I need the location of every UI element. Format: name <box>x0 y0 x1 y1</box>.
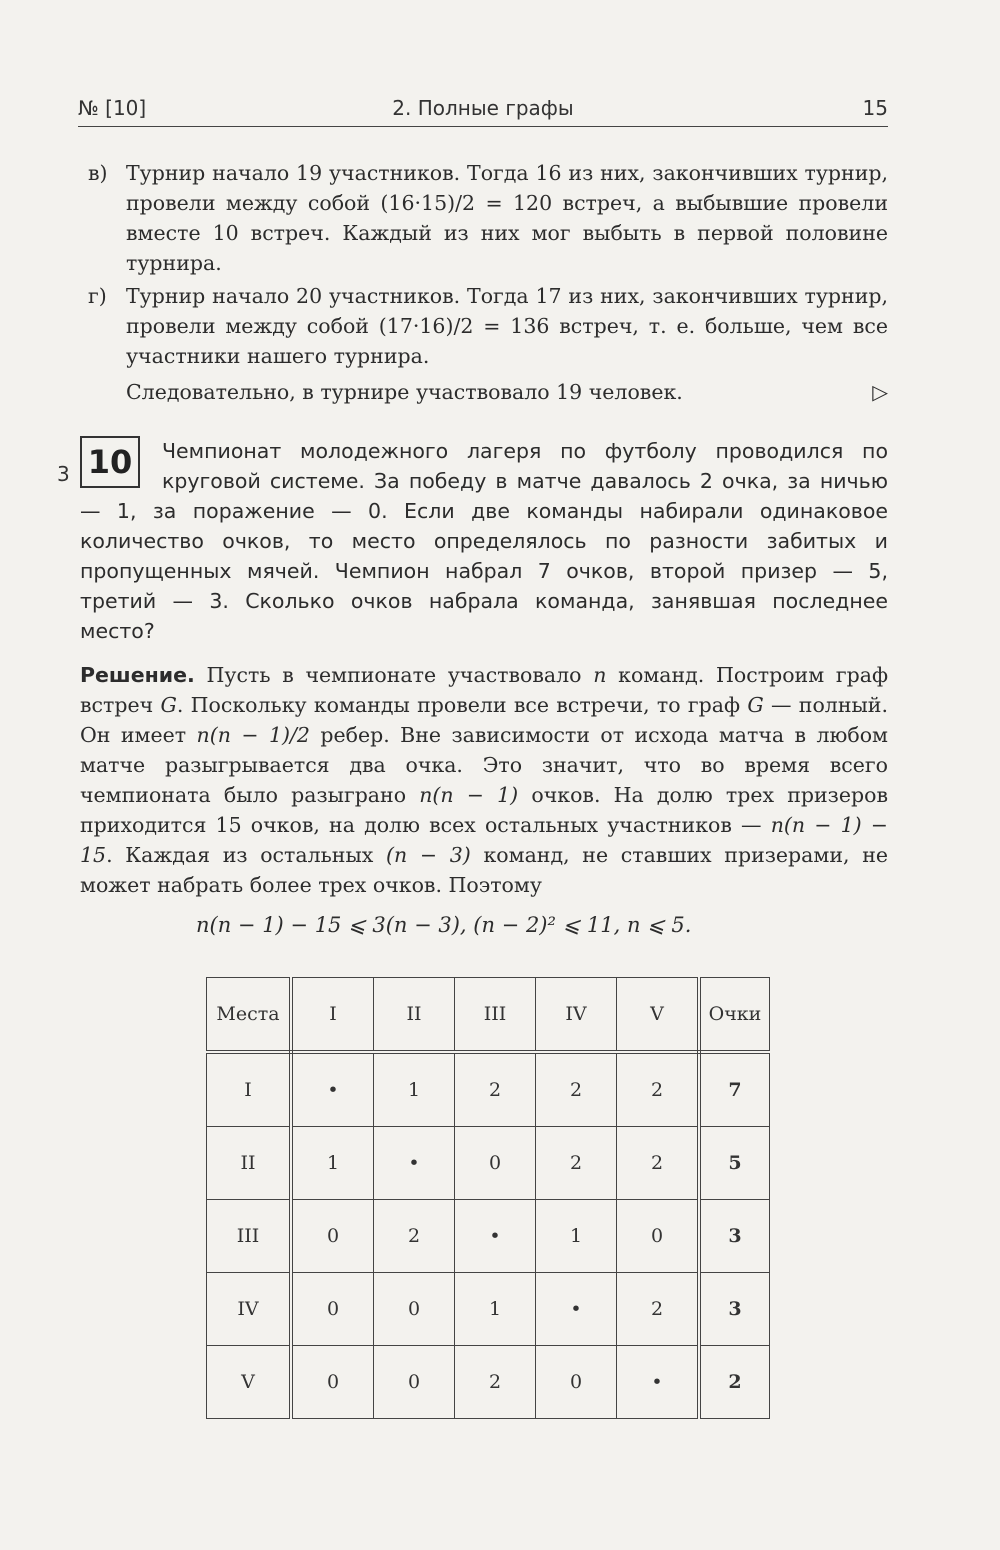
solution-text: очков. На долю трех призеров приходится 15 очков, на долю всех остальных участников — <box>80 783 888 837</box>
table-cell: IV <box>207 1273 292 1346</box>
problem-text: Чемпионат молодежного лагеря по футболу проводился по круговой системе. За победу в матче давалось 2 очка, за ничью — 1, за поражение — 0. Если две команды набирали одинаковое количество очков, то место определялось по разности забитых и пропущенных мячей. Чемпион набрал 7 очков, второй призер — 5, третий — 3. Сколько очков набрала команда, занявшая последнее место? <box>80 439 888 643</box>
header-cell: Места <box>207 978 292 1053</box>
points-cell: 7 <box>699 1052 770 1127</box>
points-cell: 5 <box>699 1127 770 1200</box>
display-formula <box>196 910 896 940</box>
math-expr: (n − 3) <box>386 843 471 867</box>
table-cell: III <box>207 1200 292 1273</box>
math-var: n <box>593 663 607 687</box>
table-cell: 2 <box>617 1127 700 1200</box>
table-cell: 2 <box>617 1273 700 1346</box>
case-label: г) <box>88 284 107 308</box>
case-item-v <box>88 158 888 278</box>
points-cell: 3 <box>699 1200 770 1273</box>
header-page-number: 15 <box>862 96 888 120</box>
table-cell: V <box>207 1346 292 1419</box>
table-cell: 2 <box>536 1127 617 1200</box>
solution-text: команд. Построим граф встреч <box>80 663 888 717</box>
table-cell: 0 <box>536 1346 617 1419</box>
table-header-row <box>207 978 770 1053</box>
solution-text: ребер. Вне зависимости от исхода матча в любом матче разыгрывается два очка. Это значит, что во время всего чемпионата было разыграно <box>80 723 888 807</box>
table-cell: 2 <box>455 1346 536 1419</box>
table-cell: 2 <box>374 1200 455 1273</box>
case-text: Турнир начало 20 участников. Тогда 17 из них, закончивших турнир, провели между собой (17·16)/2 = 136 встреч, т. е. больше, чем все участники нашего турнира. <box>126 284 888 368</box>
header-cell: III <box>455 978 536 1053</box>
table-row <box>207 1127 770 1200</box>
table-row <box>207 1346 770 1419</box>
table-cell: 0 <box>374 1273 455 1346</box>
math-expr: n(n − 1)/2 <box>196 723 310 747</box>
table-cell: 2 <box>617 1052 700 1127</box>
table-cell: 0 <box>455 1127 536 1200</box>
solution-text: . Поскольку команды провели все встречи, то граф <box>176 693 748 717</box>
header-cell: Очки <box>699 978 770 1053</box>
table-cell: 0 <box>374 1346 455 1419</box>
case-text: Турнир начало 19 участников. Тогда 16 из них, закончивших турнир, провели между собой (16·15)/2 = 120 встреч, а выбывшие провели вместе 10 встреч. Каждый из них мог выбыть в первой половине турнира. <box>126 161 888 275</box>
case-item-g <box>88 281 888 371</box>
table-cell: 0 <box>291 1273 374 1346</box>
problem-statement <box>80 436 888 646</box>
formula-text: n(n − 1) − 15 ⩽ 3(n − 3), (n − 2)² ⩽ 11, n ⩽ 5. <box>196 913 692 937</box>
table-cell: 1 <box>374 1052 455 1127</box>
table-cell: II <box>207 1127 292 1200</box>
conclusion-text: Следовательно, в турнире участвовало 19 человек. <box>126 380 683 404</box>
header-cell: I <box>291 978 374 1053</box>
table-cell: 0 <box>617 1200 700 1273</box>
table-cell: • <box>455 1200 536 1273</box>
difficulty-marker: 3 <box>57 462 70 486</box>
table-cell: 2 <box>455 1052 536 1127</box>
running-header <box>78 96 888 127</box>
case-label: в) <box>88 161 108 185</box>
problem-number-box: 10 <box>80 436 140 488</box>
header-cell: IV <box>536 978 617 1053</box>
solution-text: команд, не ставших призерами, не может набрать более трех очков. Поэтому <box>80 843 889 897</box>
header-cell: II <box>374 978 455 1053</box>
header-chapter-title: 2. Полные графы <box>392 96 574 120</box>
solution-label: Решение. <box>80 663 195 687</box>
table-cell: • <box>536 1273 617 1346</box>
header-problem-ref: № [10] <box>78 96 147 120</box>
points-cell: 3 <box>699 1273 770 1346</box>
table-cell: 0 <box>291 1346 374 1419</box>
table-cell: 1 <box>455 1273 536 1346</box>
solution-text: — полный. Он имеет <box>80 693 888 747</box>
math-expr: n(n − 1) − 15 <box>80 813 888 867</box>
points-cell: 2 <box>699 1346 770 1419</box>
math-expr: n(n − 1) <box>419 783 519 807</box>
table-row <box>207 1200 770 1273</box>
table-cell: • <box>291 1052 374 1127</box>
table-cell: • <box>374 1127 455 1200</box>
conclusion <box>126 377 888 407</box>
end-of-proof-mark: ▷ <box>872 380 888 404</box>
table-cell: 1 <box>291 1127 374 1200</box>
math-var: G <box>747 693 764 717</box>
table-cell: 1 <box>536 1200 617 1273</box>
table-cell: 2 <box>536 1052 617 1127</box>
table-row <box>207 1052 770 1127</box>
table-cell: • <box>617 1346 700 1419</box>
table-cell: 0 <box>291 1200 374 1273</box>
solution-text: Пусть в чемпионате участвовало <box>194 663 594 687</box>
table-cell: I <box>207 1052 292 1127</box>
table-row <box>207 1273 770 1346</box>
results-table <box>206 977 770 1419</box>
math-var: G <box>160 693 177 717</box>
header-cell: V <box>617 978 700 1053</box>
solution-paragraph <box>80 660 888 900</box>
solution-text: . Каждая из остальных <box>106 843 387 867</box>
